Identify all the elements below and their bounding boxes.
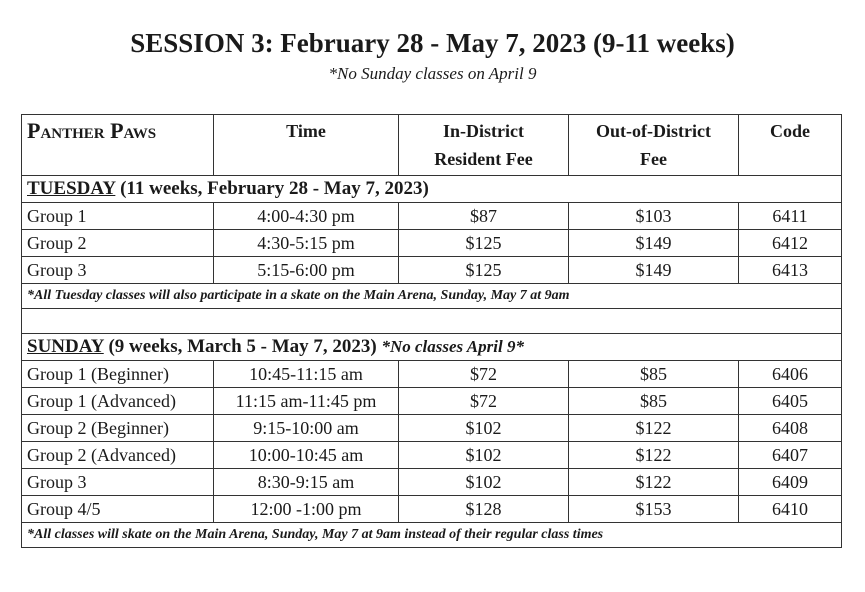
out-district-fee-cell: $85 [569, 361, 739, 388]
sunday-detail: (9 weeks, March 5 - May 7, 2023) [103, 336, 382, 357]
header-in-fee-line2: Resident Fee [434, 149, 533, 169]
time-cell: 10:45-11:15 am [214, 361, 399, 388]
in-district-fee-cell: $72 [399, 388, 569, 415]
code-cell: 6405 [739, 388, 842, 415]
group-cell: Group 2 (Advanced) [22, 442, 214, 469]
page-title: SESSION 3: February 28 - May 7, 2023 (9-11 weeks) [130, 28, 735, 58]
time-cell: 11:15 am-11:45 pm [214, 388, 399, 415]
sunday-section-label [22, 334, 842, 361]
group-cell: Group 3 [22, 257, 214, 284]
spacer-row [22, 309, 842, 334]
time-cell: 9:15-10:00 am [214, 415, 399, 442]
sunday-note: *No classes April 9* [381, 337, 524, 356]
spacer-cell [22, 309, 842, 334]
out-district-fee-cell: $122 [569, 469, 739, 496]
out-district-fee-cell: $122 [569, 415, 739, 442]
code-cell: 6411 [739, 203, 842, 230]
header-time: Time [214, 115, 399, 176]
group-cell: Group 2 (Beginner) [22, 415, 214, 442]
time-cell: 4:00-4:30 pm [214, 203, 399, 230]
time-cell: 8:30-9:15 am [214, 469, 399, 496]
sunday-day: SUNDAY [27, 336, 104, 357]
group-cell: Group 4/5 [22, 496, 214, 523]
code-cell: 6409 [739, 469, 842, 496]
table-row [22, 442, 842, 469]
sunday-footnote: *All classes will skate on the Main Arena, Sunday, May 7 at 9am instead of their regular class times [22, 523, 842, 548]
code-cell: 6408 [739, 415, 842, 442]
time-cell: 10:00-10:45 am [214, 442, 399, 469]
table-row [22, 203, 842, 230]
time-cell: 5:15-6:00 pm [214, 257, 399, 284]
table-row [22, 230, 842, 257]
in-district-fee-cell: $125 [399, 230, 569, 257]
table-row [22, 415, 842, 442]
in-district-fee-cell: $128 [399, 496, 569, 523]
group-cell: Group 1 [22, 203, 214, 230]
table-row [22, 496, 842, 523]
in-district-fee-cell: $87 [399, 203, 569, 230]
group-cell: Group 3 [22, 469, 214, 496]
tuesday-detail: (11 weeks, February 28 - May 7, 2023) [115, 178, 429, 199]
header-out-fee-line2: Fee [640, 149, 667, 169]
in-district-fee-cell: $102 [399, 442, 569, 469]
in-district-fee-cell: $125 [399, 257, 569, 284]
code-cell: 6406 [739, 361, 842, 388]
table-row [22, 388, 842, 415]
header-program: Panther Paws [22, 115, 214, 176]
group-cell: Group 1 (Beginner) [22, 361, 214, 388]
out-district-fee-cell: $85 [569, 388, 739, 415]
in-district-fee-cell: $72 [399, 361, 569, 388]
code-cell: 6412 [739, 230, 842, 257]
schedule-table [21, 114, 842, 548]
time-cell: 4:30-5:15 pm [214, 230, 399, 257]
header-out-fee-line1: Out-of-District [596, 121, 711, 141]
header-out-district-fee [569, 115, 739, 176]
code-cell: 6410 [739, 496, 842, 523]
in-district-fee-cell: $102 [399, 469, 569, 496]
group-cell: Group 2 [22, 230, 214, 257]
code-cell: 6407 [739, 442, 842, 469]
table-row [22, 361, 842, 388]
time-cell: 12:00 -1:00 pm [214, 496, 399, 523]
table-row [22, 257, 842, 284]
out-district-fee-cell: $149 [569, 257, 739, 284]
out-district-fee-cell: $149 [569, 230, 739, 257]
header-in-district-fee [399, 115, 569, 176]
header-code: Code [739, 115, 842, 176]
tuesday-footnote-row [22, 284, 842, 309]
tuesday-section-label [22, 176, 842, 203]
table-row [22, 469, 842, 496]
header-in-fee-line1: In-District [443, 121, 524, 141]
out-district-fee-cell: $103 [569, 203, 739, 230]
tuesday-footnote: *All Tuesday classes will also participate in a skate on the Main Arena, Sunday, May 7 at 9am [22, 284, 842, 309]
group-cell: Group 1 (Advanced) [22, 388, 214, 415]
out-district-fee-cell: $153 [569, 496, 739, 523]
page-subtitle: *No Sunday classes on April 9 [328, 64, 537, 83]
tuesday-day: TUESDAY [27, 178, 116, 199]
in-district-fee-cell: $102 [399, 415, 569, 442]
tuesday-section-row [22, 176, 842, 203]
sunday-footnote-row [22, 523, 842, 548]
header-row [22, 115, 842, 176]
out-district-fee-cell: $122 [569, 442, 739, 469]
sunday-section-row [22, 334, 842, 361]
code-cell: 6413 [739, 257, 842, 284]
